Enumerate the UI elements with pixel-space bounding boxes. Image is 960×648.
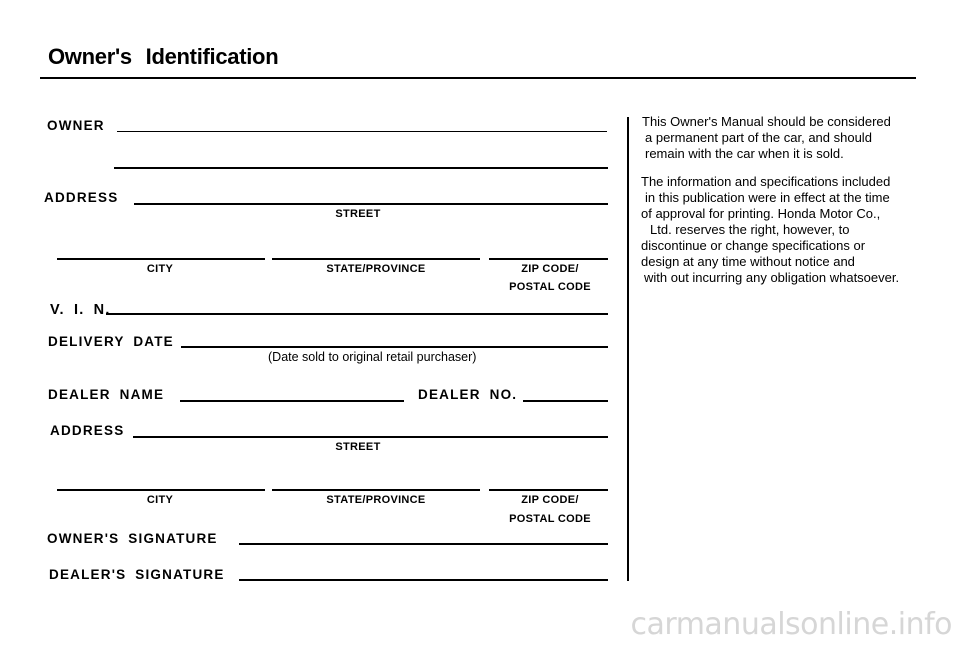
notice-line: design at any time without notice and — [641, 254, 855, 269]
owner-street-field[interactable] — [134, 203, 608, 205]
dealer-street-caption: STREET — [335, 441, 381, 453]
dealer-zip-field[interactable] — [489, 489, 608, 491]
watermark: carmanualsonline.info — [630, 607, 952, 642]
delivery-date-note: (Date sold to original retail purchaser) — [268, 350, 477, 364]
dealer-address-label: ADDRESS — [50, 423, 125, 438]
title-divider — [40, 77, 916, 79]
notice-line: with out incurring any obligation whatsoever. — [644, 270, 900, 285]
notice-line: in this publication were in effect at the time — [645, 190, 890, 205]
dealer-zip-caption: ZIP CODE/ — [521, 494, 579, 506]
notice-line: remain with the car when it is sold. — [645, 146, 844, 161]
owner-name-field[interactable] — [117, 131, 607, 132]
notice-line: discontinue or change specifications or — [641, 238, 866, 253]
notice-line: a permanent part of the car, and should — [645, 130, 872, 145]
dealer-number-label: DEALER NO. — [418, 387, 518, 402]
notice-line: Ltd. reserves the right, however, to — [650, 222, 850, 237]
dealer-signature-field[interactable] — [239, 579, 608, 581]
vin-field[interactable] — [106, 313, 608, 315]
dealer-state-caption: STATE/PROVINCE — [326, 494, 426, 506]
manual-notice — [642, 114, 942, 298]
notice-paragraph-2 — [642, 174, 942, 286]
owner-label: OWNER — [47, 118, 105, 133]
dealer-postal-caption: POSTAL CODE — [509, 513, 591, 525]
owner-city-field[interactable] — [57, 258, 265, 260]
dealer-state-field[interactable] — [272, 489, 480, 491]
dealer-city-field[interactable] — [57, 489, 265, 491]
owner-signature-field[interactable] — [239, 543, 608, 545]
owner-city-caption: CITY — [146, 263, 174, 275]
dealer-name-field[interactable] — [180, 400, 404, 402]
owner-state-caption: STATE/PROVINCE — [326, 263, 426, 275]
owner-street-caption: STREET — [335, 208, 381, 220]
dealer-city-caption: CITY — [146, 494, 174, 506]
dealer-street-field[interactable] — [133, 436, 608, 438]
notice-paragraph-1 — [642, 114, 942, 162]
dealer-signature-label: DEALER'S SIGNATURE — [49, 567, 225, 582]
owner-name-field-line2[interactable] — [114, 167, 608, 169]
notice-line: The information and specifications included — [641, 174, 891, 189]
page-title: Owner's Identification — [48, 44, 279, 69]
dealer-name-label: DEALER NAME — [48, 387, 165, 402]
owner-zip-field[interactable] — [489, 258, 608, 260]
owner-signature-label: OWNER'S SIGNATURE — [47, 531, 218, 546]
notice-line: of approval for printing. Honda Motor Co., — [641, 206, 881, 221]
notice-line: This Owner's Manual should be considered — [642, 114, 891, 129]
owner-zip-caption: ZIP CODE/ — [521, 263, 579, 275]
delivery-date-field[interactable] — [181, 346, 608, 348]
owner-postal-caption: POSTAL CODE — [509, 281, 591, 293]
owner-address-label: ADDRESS — [44, 190, 119, 205]
vin-label: V. I. N. — [50, 302, 111, 318]
owner-state-field[interactable] — [272, 258, 480, 260]
column-divider — [627, 117, 629, 581]
delivery-date-label: DELIVERY DATE — [48, 334, 174, 349]
dealer-number-field[interactable] — [523, 400, 608, 402]
